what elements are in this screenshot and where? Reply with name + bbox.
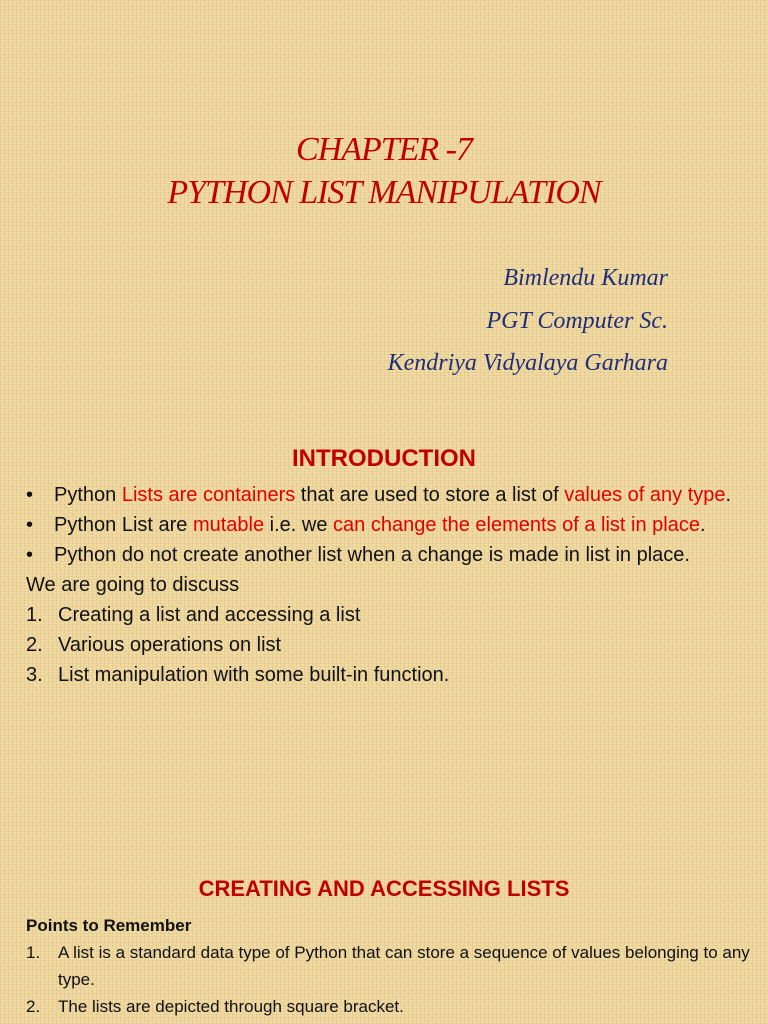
bullet-text: Python List are xyxy=(54,514,193,536)
highlighted-text: values of any type xyxy=(564,484,726,506)
item-number: 3. xyxy=(26,664,43,686)
item-number: 1. xyxy=(26,604,43,626)
bullet-item xyxy=(26,510,746,540)
numbered-item xyxy=(26,630,746,660)
item-text: The lists are depicted through square bracket. xyxy=(58,997,404,1016)
bullet-dot-icon: • xyxy=(26,544,34,566)
author-name: Bimlendu Kumar xyxy=(503,265,668,291)
item-text: A list is a standard data type of Python that can store a sequence of values belonging to any type. xyxy=(58,943,750,989)
bullet-text: Python do not create another list when a change is made in list in place. xyxy=(54,544,690,566)
creating-lists-body xyxy=(26,912,752,1020)
numbered-item xyxy=(26,993,752,1020)
item-number: 1. xyxy=(26,943,41,962)
points-subheading: Points to Remember xyxy=(26,916,192,935)
item-text: List manipulation with some built-in function. xyxy=(58,664,450,686)
highlighted-text: Lists are containers xyxy=(121,484,296,506)
discuss-intro: We are going to discuss xyxy=(26,574,240,596)
bullet-item xyxy=(26,480,746,510)
points-list xyxy=(26,939,752,1020)
bullet-text: i.e. we xyxy=(264,514,334,536)
introduction-slide xyxy=(0,430,768,860)
item-text: Creating a list and accessing a list xyxy=(58,604,361,626)
bullet-text: . xyxy=(725,484,732,506)
numbered-item xyxy=(26,600,746,630)
bullet-list xyxy=(26,480,746,570)
creating-lists-heading: CREATING AND ACCESSING LISTS xyxy=(198,876,570,901)
item-number: 2. xyxy=(26,997,41,1016)
bullet-dot-icon: • xyxy=(26,514,34,536)
highlighted-text: mutable xyxy=(192,514,265,536)
author-school: Kendriya Vidyalaya Garhara xyxy=(387,350,668,376)
title-slide xyxy=(0,0,768,430)
bullet-text: Python xyxy=(54,484,122,506)
bullet-dot-icon: • xyxy=(26,484,34,506)
chapter-subtitle: PYTHON LIST MANIPULATION xyxy=(167,174,601,211)
numbered-item xyxy=(26,939,752,993)
bullet-text: that are used to store a list of xyxy=(295,484,565,506)
discuss-list xyxy=(26,600,746,690)
creating-lists-slide xyxy=(0,860,768,1024)
item-number: 2. xyxy=(26,634,43,656)
chapter-title: CHAPTER -7 xyxy=(295,131,473,168)
introduction-body xyxy=(26,480,746,690)
author-role: PGT Computer Sc. xyxy=(486,308,668,334)
bullet-item xyxy=(26,540,746,570)
highlighted-text: can change the elements of a list in place xyxy=(333,514,700,536)
numbered-item xyxy=(26,660,746,690)
introduction-heading: INTRODUCTION xyxy=(292,445,476,472)
item-text: Various operations on list xyxy=(58,634,282,656)
bullet-text: . xyxy=(699,514,706,536)
